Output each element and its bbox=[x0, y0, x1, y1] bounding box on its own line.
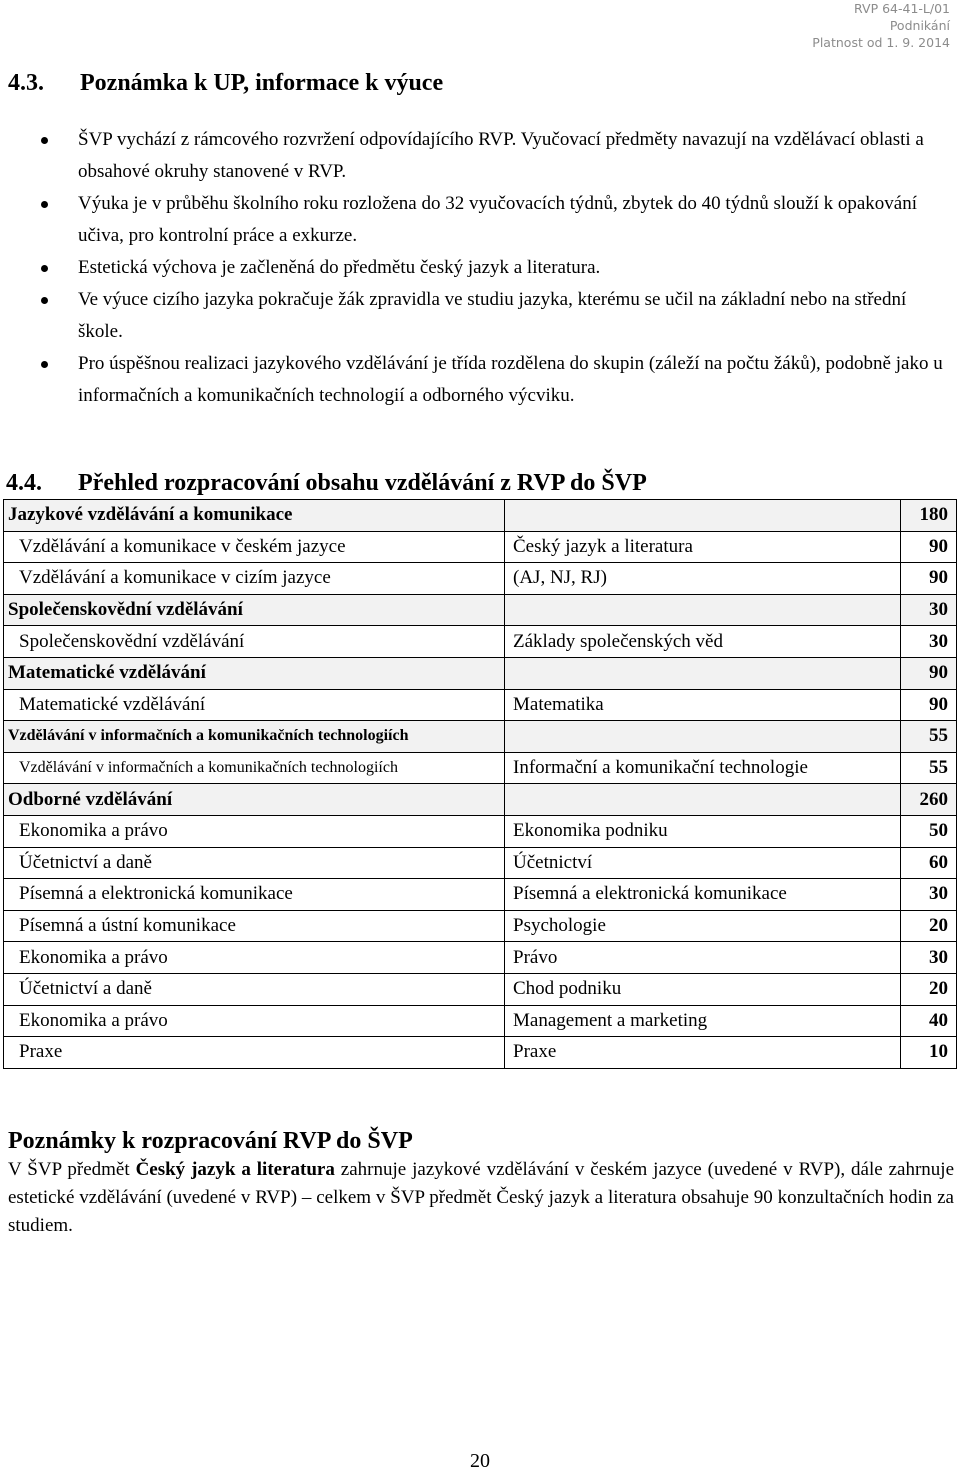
hours-cell: 40 bbox=[901, 1005, 957, 1037]
area-name-cell: Jazykové vzdělávání a komunikace bbox=[4, 500, 505, 532]
area-name-cell: Vzdělávání v informačních a komunikačních technologiích bbox=[4, 752, 505, 784]
header-field: Podnikání bbox=[889, 18, 950, 33]
section-number: 4.4. bbox=[6, 470, 42, 496]
teaching-notes-list bbox=[0, 124, 950, 412]
area-name-cell: Ekonomika a právo bbox=[4, 942, 505, 974]
table-row-area bbox=[4, 500, 957, 532]
hours-cell: 30 bbox=[901, 942, 957, 974]
header-code: RVP 64-41-L/01 bbox=[854, 1, 950, 16]
subject-cell: Matematika bbox=[505, 689, 901, 721]
subject-cell: Ekonomika podniku bbox=[505, 815, 901, 847]
subject-cell: Účetnictví bbox=[505, 847, 901, 879]
section-number: 4.3. bbox=[8, 70, 44, 96]
subject-cell: (AJ, NJ, RJ) bbox=[505, 563, 901, 595]
hours-cell: 90 bbox=[901, 689, 957, 721]
area-name-cell: Účetnictví a daně bbox=[4, 973, 505, 1005]
subject-cell: Praxe bbox=[505, 1037, 901, 1069]
notes-paragraph bbox=[8, 1156, 954, 1240]
area-name-cell: Společenskovědní vzdělávání bbox=[4, 626, 505, 658]
table-row bbox=[4, 1005, 957, 1037]
hours-cell: 50 bbox=[901, 815, 957, 847]
hours-cell: 30 bbox=[901, 626, 957, 658]
section-4-4-heading bbox=[6, 466, 647, 500]
hours-cell: 30 bbox=[901, 879, 957, 911]
section-title: Poznámka k UP, informace k výuce bbox=[80, 70, 444, 96]
area-name-cell: Vzdělávání a komunikace v českém jazyce bbox=[4, 531, 505, 563]
subject-cell bbox=[505, 500, 901, 532]
area-name-cell: Ekonomika a právo bbox=[4, 1005, 505, 1037]
subject-cell: Management a marketing bbox=[505, 1005, 901, 1037]
hours-cell: 260 bbox=[901, 784, 957, 816]
hours-cell: 60 bbox=[901, 847, 957, 879]
area-name-cell: Písemná a elektronická komunikace bbox=[4, 879, 505, 911]
hours-cell: 90 bbox=[901, 657, 957, 689]
subject-cell: Psychologie bbox=[505, 910, 901, 942]
table-row-area bbox=[4, 784, 957, 816]
subject-cell: Český jazyk a literatura bbox=[505, 531, 901, 563]
notes-text-before: V ŠVP předmět bbox=[8, 1159, 136, 1180]
list-item: Pro úspěšnou realizaci jazykového vzdělávání je třída rozdělena do skupin (záleží na počtu žáků), podobně jako u informačních a komunikačních technologií a odborného výcviku. bbox=[0, 348, 950, 412]
hours-cell: 30 bbox=[901, 594, 957, 626]
table-row bbox=[4, 1037, 957, 1069]
table-row bbox=[4, 847, 957, 879]
area-name-cell: Praxe bbox=[4, 1037, 505, 1069]
area-name-cell: Matematické vzdělávání bbox=[4, 657, 505, 689]
table-row bbox=[4, 531, 957, 563]
page-header bbox=[812, 0, 950, 51]
table-row bbox=[4, 752, 957, 784]
subject-cell: Základy společenských věd bbox=[505, 626, 901, 658]
area-name-cell: Vzdělávání a komunikace v cizím jazyce bbox=[4, 563, 505, 595]
section-title: Přehled rozpracování obsahu vzdělávání z RVP do ŠVP bbox=[78, 470, 647, 496]
hours-cell: 90 bbox=[901, 531, 957, 563]
notes-heading: Poznámky k rozpracování RVP do ŠVP bbox=[8, 1128, 413, 1154]
hours-cell: 55 bbox=[901, 721, 957, 753]
subject-cell bbox=[505, 784, 901, 816]
hours-cell: 90 bbox=[901, 563, 957, 595]
list-item: Výuka je v průběhu školního roku rozložena do 32 vyučovacích týdnů, zbytek do 40 týdnů slouží k opakování učiva, pro kontrolní práce a exkurze. bbox=[0, 188, 950, 252]
subject-cell: Písemná a elektronická komunikace bbox=[505, 879, 901, 911]
page-number: 20 bbox=[470, 1450, 490, 1472]
table-row bbox=[4, 626, 957, 658]
subject-cell bbox=[505, 721, 901, 753]
subject-cell: Informační a komunikační technologie bbox=[505, 752, 901, 784]
area-name-cell: Písemná a ústní komunikace bbox=[4, 910, 505, 942]
table-row-area bbox=[4, 657, 957, 689]
subject-cell bbox=[505, 657, 901, 689]
hours-cell: 55 bbox=[901, 752, 957, 784]
hours-cell: 180 bbox=[901, 500, 957, 532]
table-row-area bbox=[4, 721, 957, 753]
area-name-cell: Účetnictví a daně bbox=[4, 847, 505, 879]
table-row bbox=[4, 942, 957, 974]
area-name-cell: Společenskovědní vzdělávání bbox=[4, 594, 505, 626]
table-row bbox=[4, 973, 957, 1005]
list-item: Estetická výchova je začleněná do předmětu český jazyk a literatura. bbox=[0, 252, 950, 284]
area-name-cell: Vzdělávání v informačních a komunikačních technologiích bbox=[4, 721, 505, 753]
hours-cell: 20 bbox=[901, 973, 957, 1005]
curriculum-table bbox=[3, 499, 957, 1069]
area-name-cell: Matematické vzdělávání bbox=[4, 689, 505, 721]
hours-cell: 20 bbox=[901, 910, 957, 942]
area-name-cell: Ekonomika a právo bbox=[4, 815, 505, 847]
table-row bbox=[4, 910, 957, 942]
notes-text-bold: Český jazyk a literatura bbox=[135, 1159, 335, 1180]
area-name-cell: Odborné vzdělávání bbox=[4, 784, 505, 816]
table-row bbox=[4, 879, 957, 911]
list-item: Ve výuce cizího jazyka pokračuje žák zpravidla ve studiu jazyka, kterému se učil na základní nebo na střední škole. bbox=[0, 284, 950, 348]
list-item: ŠVP vychází z rámcového rozvržení odpovídajícího RVP. Vyučovací předměty navazují na vzdělávací oblasti a obsahové okruhy stanovené v RVP. bbox=[0, 124, 950, 188]
table-row bbox=[4, 563, 957, 595]
notes-text-after: zahrnuje jazykové vzdělávání v českém jazyce (uvedené v RVP), dále zahrnuje estetické vzdělávání (uvedené v RVP) – celkem v ŠVP předmět Český jazyk a literatura obsahuje 90 konzultačních hodin za studiem. bbox=[8, 1159, 955, 1236]
header-validity: Platnost od 1. 9. 2014 bbox=[812, 35, 950, 50]
subject-cell bbox=[505, 594, 901, 626]
subject-cell: Právo bbox=[505, 942, 901, 974]
hours-cell: 10 bbox=[901, 1037, 957, 1069]
subject-cell: Chod podniku bbox=[505, 973, 901, 1005]
table-row bbox=[4, 689, 957, 721]
table-row bbox=[4, 815, 957, 847]
table-row-area bbox=[4, 594, 957, 626]
section-4-3-heading bbox=[8, 66, 443, 100]
